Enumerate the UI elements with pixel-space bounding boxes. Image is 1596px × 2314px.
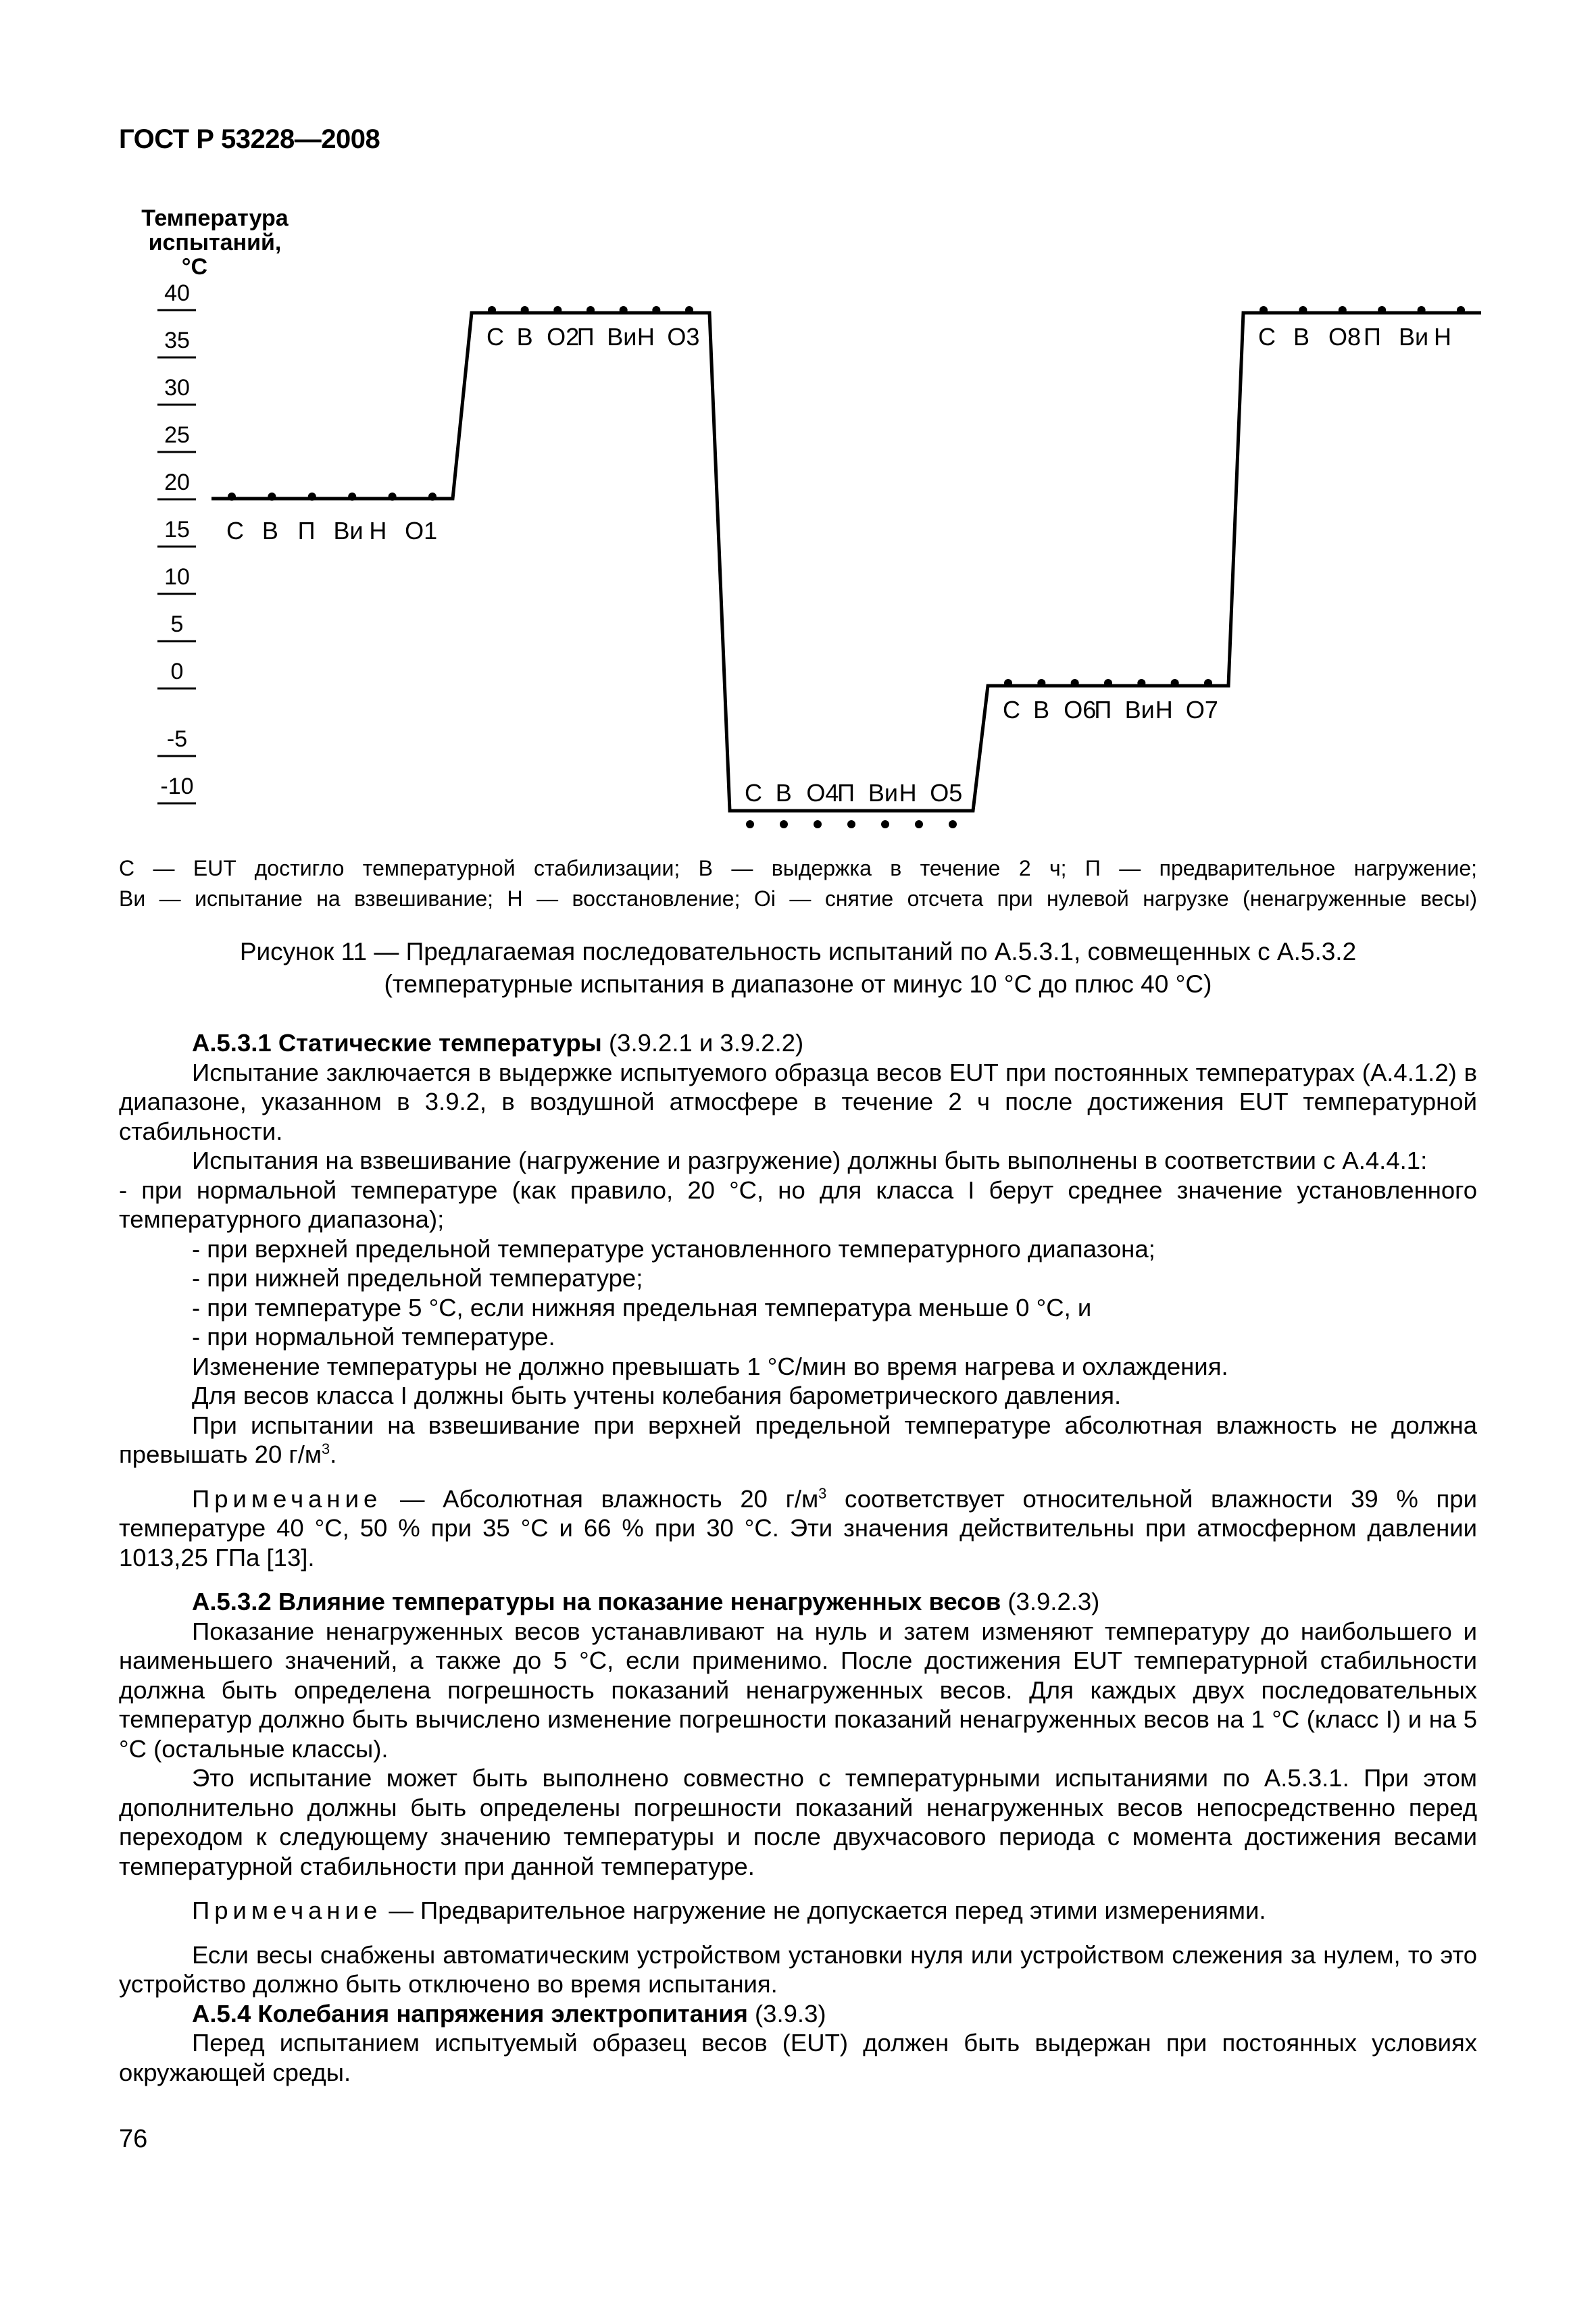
stage-label: О5 bbox=[930, 779, 963, 807]
section-title: А.5.3.2 Влияние температуры на показание ненагруженных весов bbox=[192, 1588, 1001, 1615]
y-axis-label bbox=[141, 205, 289, 280]
section-heading-a54 bbox=[119, 1999, 1477, 2029]
stage-label: О4 bbox=[806, 779, 839, 807]
legend-line-1: С — EUT достигло температурной стабилизации; В — выдержка в течение 2 ч; П — предварительное нагружение; bbox=[119, 856, 1477, 880]
superscript: 3 bbox=[818, 1484, 827, 1502]
stage-dot bbox=[587, 306, 595, 314]
stage-label: О3 bbox=[667, 323, 700, 351]
stage-dot bbox=[881, 820, 889, 828]
y-tick-label: 25 bbox=[164, 422, 190, 448]
superscript: 3 bbox=[321, 1440, 330, 1457]
y-tick-label: 40 bbox=[164, 280, 190, 306]
y-tick-label: 30 bbox=[164, 375, 190, 401]
stage-label: С bbox=[487, 323, 504, 351]
note-label: Примечание bbox=[192, 1896, 382, 1924]
stage-label: П bbox=[576, 323, 595, 351]
list-item: - при нижней предельной температуре; bbox=[192, 1264, 643, 1292]
paragraph: Изменение температуры не должно превышать 1 °С/мин во время нагрева и охлаждения. bbox=[192, 1352, 1228, 1380]
section-ref: (3.9.2.3) bbox=[1001, 1588, 1100, 1615]
stage-dot bbox=[1418, 306, 1426, 314]
stage-label: П bbox=[1364, 323, 1381, 351]
stage-dot bbox=[1171, 679, 1179, 687]
stage-label: О1 bbox=[405, 517, 438, 545]
stage-dot bbox=[1299, 306, 1307, 314]
list-item: - при нормальной температуре. bbox=[192, 1323, 555, 1351]
figure-legend bbox=[119, 853, 1477, 914]
stage-label: С bbox=[745, 779, 762, 807]
stage-dot bbox=[746, 820, 754, 828]
temperature-profile-line bbox=[211, 313, 1481, 811]
stage-label: В bbox=[516, 323, 533, 351]
stage-dot bbox=[685, 306, 693, 314]
stage-label: В bbox=[775, 779, 792, 807]
stage-dot bbox=[1071, 679, 1079, 687]
paragraph: Если весы снабжены автоматическим устройством установки нуля или устройством слежения за нулем, то это устройство должно быть отключено во время испытания. bbox=[119, 1940, 1477, 1998]
stage-dot bbox=[428, 493, 437, 501]
stage-label: В bbox=[261, 517, 278, 545]
stage-dot bbox=[1104, 679, 1112, 687]
text-run: — Предварительное нагружение не допускается перед этими измерениями. bbox=[382, 1896, 1266, 1924]
plot-marks bbox=[228, 306, 1465, 828]
paragraph: Для весов класса I должны быть учтены колебания барометрического давления. bbox=[192, 1382, 1122, 1409]
y-tick-label: 15 bbox=[164, 517, 190, 543]
section-ref: (3.9.2.1 и 3.9.2.2) bbox=[601, 1029, 804, 1057]
stage-dot bbox=[949, 820, 957, 828]
note bbox=[119, 1896, 1477, 1926]
y-axis-label-line: Температура bbox=[141, 205, 289, 231]
section-ref: (3.9.3) bbox=[747, 1999, 826, 2028]
stage-label: Н bbox=[369, 517, 387, 545]
stage-label: Н bbox=[1155, 696, 1173, 724]
stage-label: Ви bbox=[1124, 696, 1155, 724]
stage-label: Ви bbox=[607, 323, 637, 351]
stage-label: Н bbox=[899, 779, 917, 807]
y-tick-label: 5 bbox=[170, 611, 184, 637]
stage-dot bbox=[1378, 306, 1386, 314]
stage-dot bbox=[847, 820, 855, 828]
paragraph: Испытание заключается в выдержке испытуемого образца весов EUT при постоянных температурах (А.4.1.2) в диапазоне, указанном в 3.9.2, в воздушной атмосфере в течение 2 ч после достижения EUT температурной стабильности. bbox=[119, 1058, 1477, 1145]
y-tick-label: 35 bbox=[164, 328, 190, 353]
stage-dot bbox=[652, 306, 660, 314]
stage-dot bbox=[1137, 679, 1145, 687]
y-axis-label-line: °С bbox=[181, 254, 208, 280]
note bbox=[119, 1484, 1477, 1573]
stage-label: Ви bbox=[868, 779, 898, 807]
stage-label: О6 bbox=[1064, 696, 1097, 724]
stage-dot bbox=[1339, 306, 1347, 314]
y-tick-label: 20 bbox=[164, 470, 190, 495]
list-item: - при нормальной температуре (как правило, 20 °С, но для класса I берут среднее значение установленного температурного диапазона); bbox=[119, 1176, 1477, 1233]
stage-dot bbox=[488, 306, 496, 314]
stage-label: Ви bbox=[1399, 323, 1429, 351]
paragraph: Показание ненагруженных весов устанавливают на нуль и затем изменяют температуру до наибольшего и наименьшего значений, а также до 5 °С, если применимо. После достижения EUT температурной стабильности должна быть определена погрешность показаний ненагруженных весов. Для каждых двух последовательных температур должно быть вычислено изменение погрешности показаний ненагруженных весов на 1 °С (класс I) и на 5 °С (остальные классы). bbox=[119, 1617, 1477, 1763]
paragraph bbox=[119, 1411, 1477, 1469]
stage-label: Ви bbox=[333, 517, 364, 545]
stage-label: С bbox=[1258, 323, 1276, 351]
stage-dot bbox=[521, 306, 529, 314]
section-heading-a532 bbox=[119, 1587, 1477, 1617]
document-header: ГОСТ Р 53228—2008 bbox=[119, 124, 380, 154]
stage-dot bbox=[915, 820, 923, 828]
stage-label: Н bbox=[1434, 323, 1451, 351]
note-label: Примечание bbox=[192, 1484, 382, 1513]
stage-dot bbox=[1457, 306, 1465, 314]
y-tick-label: 10 bbox=[164, 564, 190, 590]
stage-dot bbox=[228, 493, 236, 501]
plot-line bbox=[211, 313, 1481, 811]
stage-label: О8 bbox=[1328, 323, 1362, 351]
stage-dot bbox=[814, 820, 822, 828]
stage-dot bbox=[1037, 679, 1045, 687]
stage-label: П bbox=[837, 779, 855, 807]
stage-label: В bbox=[1033, 696, 1050, 724]
page-number: 76 bbox=[119, 2125, 148, 2153]
stage-label: С bbox=[1003, 696, 1020, 724]
y-tick-label: 0 bbox=[170, 659, 184, 684]
stage-label: В bbox=[1293, 323, 1310, 351]
stage-dot bbox=[1004, 679, 1012, 687]
document-body bbox=[119, 1028, 1477, 2087]
figure-caption-line-1: Рисунок 11 — Предлагаемая последовательность испытаний по А.5.3.1, совмещенных с А.5.3.2 bbox=[239, 938, 1357, 965]
segment-labels bbox=[226, 323, 1451, 807]
section-title: А.5.3.1 Статические температуры bbox=[192, 1029, 602, 1057]
stage-label: О7 bbox=[1185, 696, 1218, 724]
figure-caption-line-2: (температурные испытания в диапазоне от минус 10 °С до плюс 40 °С) bbox=[384, 970, 1212, 998]
stage-label: Н bbox=[637, 323, 655, 351]
text-run: При испытании на взвешивание при верхней предельной температуре абсолютная влажность не должна превышать 20 г/м bbox=[119, 1411, 1477, 1468]
y-axis-ticks bbox=[157, 280, 196, 803]
stage-label: С bbox=[226, 517, 244, 545]
text-run: . bbox=[330, 1440, 337, 1468]
stage-label: П bbox=[1094, 696, 1112, 724]
paragraph: Это испытание может быть выполнено совместно с температурными испытаниями по А.5.3.1. При этом дополнительно должны быть определены погрешности показаний ненагруженных весов непосредственно перед переходом к следующему значению температуры и после двухчасового периода с момента достижения весами температурной стабильности при данной температуре. bbox=[119, 1764, 1477, 1880]
stage-dot bbox=[553, 306, 562, 314]
stage-dot bbox=[308, 493, 316, 501]
stage-dot bbox=[348, 493, 356, 501]
legend-line-2: Ви — испытание на взвешивание; Н — восстановление; Oi — снятие отсчета при нулевой нагрузке (ненагруженные весы) bbox=[119, 886, 1477, 911]
stage-dot bbox=[780, 820, 788, 828]
list-item: - при температуре 5 °С, если нижняя предельная температура меньше 0 °С, и bbox=[192, 1293, 1092, 1322]
stage-dot bbox=[1204, 679, 1212, 687]
figure-caption bbox=[119, 936, 1477, 1001]
temperature-sequence-chart bbox=[0, 0, 1596, 851]
paragraph: Испытания на взвешивание (нагружение и разгружение) должны быть выполнены в соответствии с А.4.4.1: bbox=[192, 1147, 1428, 1174]
section-title: А.5.4 Колебания напряжения электропитания bbox=[192, 1999, 748, 2028]
stage-label: О2 bbox=[547, 323, 580, 351]
section-heading-a531 bbox=[119, 1028, 1477, 1058]
stage-label: П bbox=[297, 517, 316, 545]
stage-dot bbox=[620, 306, 628, 314]
stage-dot bbox=[268, 493, 276, 501]
y-tick-label: -10 bbox=[160, 774, 194, 799]
stage-dot bbox=[1260, 306, 1268, 314]
y-tick-label: -5 bbox=[166, 726, 188, 752]
list-item: - при верхней предельной температуре установленного температурного диапазона; bbox=[192, 1234, 1155, 1263]
text-run: — Абсолютная влажность 20 г/м bbox=[382, 1484, 819, 1513]
paragraph: Перед испытанием испытуемый образец весов (EUT) должен быть выдержан при постоянных условиях окружающей среды. bbox=[119, 2029, 1477, 2086]
text-run: соответствует относительной влажности 39 % при температуре 40 °С, 50 % при 35 °С и 66 % при 30 °С. Эти значения действительны при атмосферном давлении 1013,25 ГПа [13]. bbox=[119, 1484, 1477, 1571]
y-axis-label-line: испытаний, bbox=[148, 230, 282, 255]
stage-dot bbox=[389, 493, 397, 501]
